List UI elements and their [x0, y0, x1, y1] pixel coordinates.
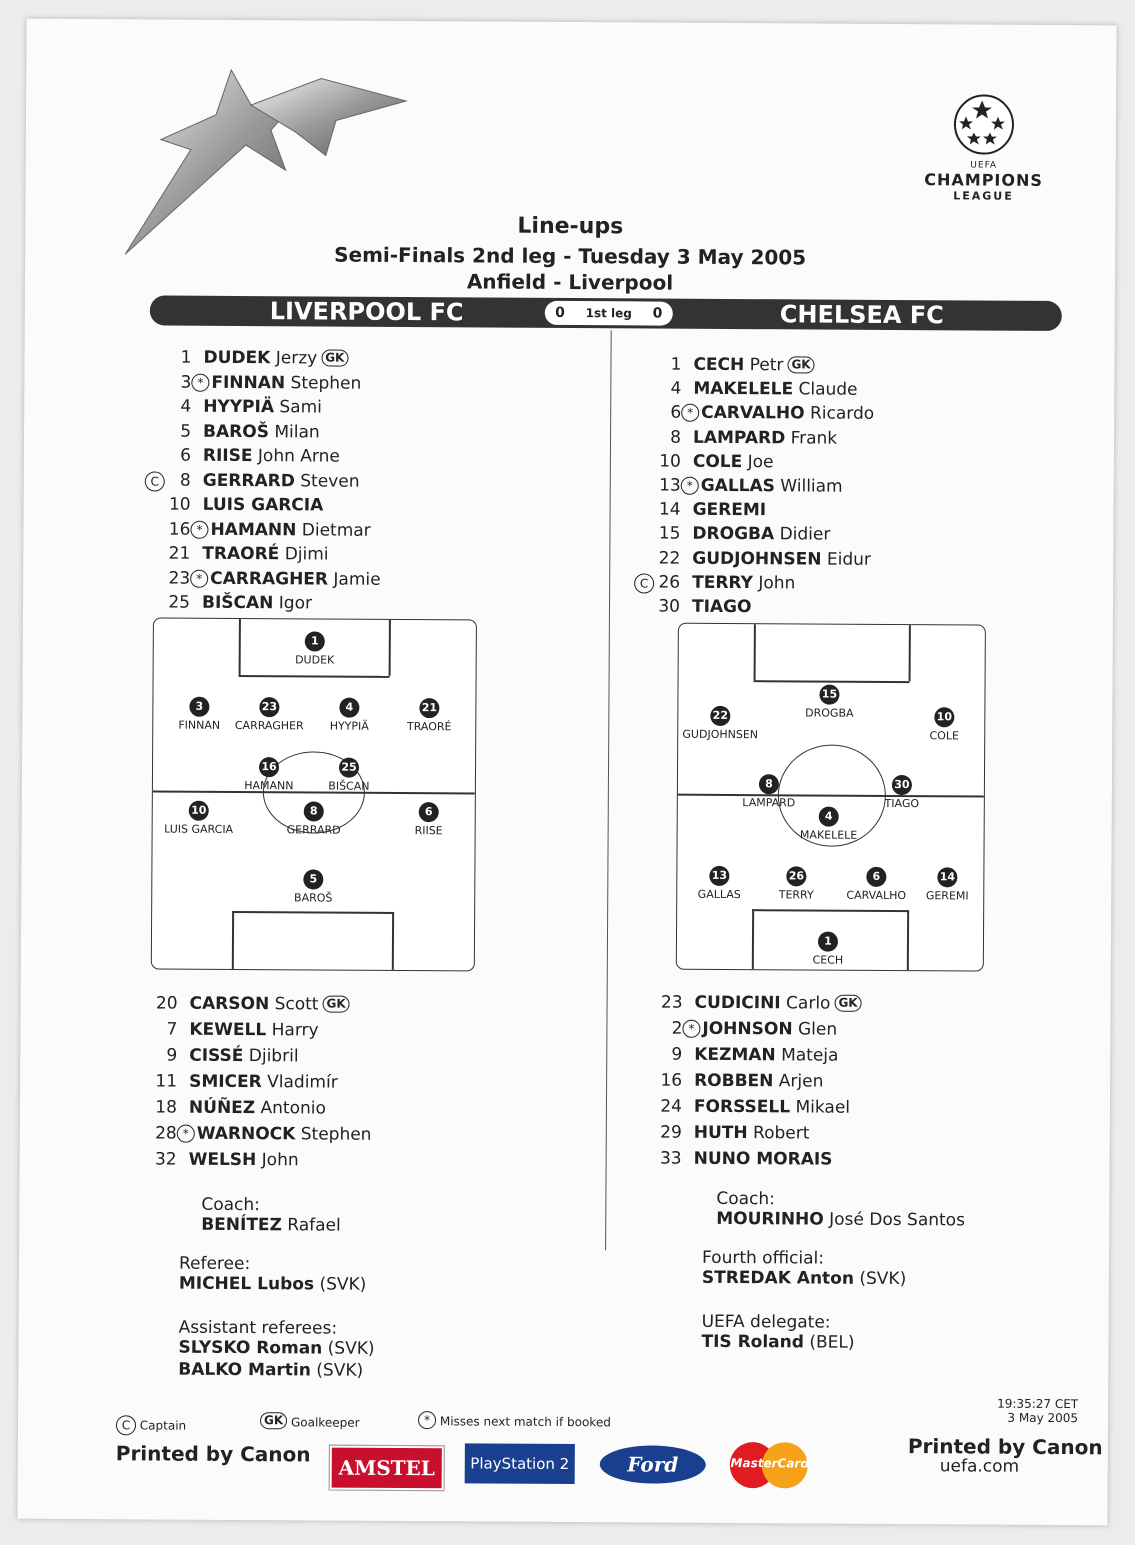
formation-player [894, 707, 986, 743]
player-last-name: ROBBEN [694, 1070, 774, 1092]
player-first-name: Harry [271, 1020, 319, 1041]
player-row [650, 1019, 837, 1040]
player-last-name: LUIS GARCIA [202, 494, 324, 516]
formation-player-name: CECH [812, 953, 844, 967]
formation-player-name: TRAORÉ [406, 720, 452, 734]
home-coach-label: Coach: [201, 1194, 260, 1216]
away-first-leg-score: 0 [652, 305, 663, 322]
player-row [145, 1045, 298, 1066]
formation-player [779, 684, 879, 720]
player-last-name: GEREMI [692, 499, 767, 521]
player-first-name: John [261, 1150, 299, 1171]
player-last-name: HYYPIÄ [203, 396, 275, 418]
player-row [145, 1149, 299, 1170]
formation-player-name: GEREMI [925, 889, 969, 903]
fourth-official [702, 1268, 906, 1289]
shirt-number-icon: 14 [937, 867, 957, 887]
mastercard-logo [730, 1442, 810, 1488]
goalkeeper-icon: GK [322, 996, 349, 1013]
home-formation-pitch [151, 617, 477, 971]
mastercard-text: MasterCard [730, 1456, 810, 1471]
player-row [648, 596, 752, 617]
player-last-name: WARNOCK [196, 1123, 296, 1145]
formation-player-name: GUDJOHNSEN [682, 727, 759, 742]
player-last-name: MAKELELE [693, 378, 794, 400]
shirt-number-icon: 5 [303, 869, 323, 889]
delegate-label: UEFA delegate: [701, 1311, 831, 1333]
referee-country: (SVK) [319, 1274, 367, 1295]
player-first-name: Frank [790, 427, 838, 449]
player-number: 6 [670, 403, 682, 424]
player-number: 26 [658, 572, 681, 593]
player-last-name: FORSSELL [693, 1096, 791, 1118]
formation-player-name: HAMANN [244, 779, 294, 793]
goalkeeper-icon: GK [834, 995, 861, 1012]
legend-captain-label: Captain [139, 1418, 187, 1433]
ucl-league-text: LEAGUE [953, 189, 1014, 203]
booking-star-icon: * [191, 373, 209, 391]
player-number: 2 [671, 1018, 683, 1039]
captain-icon: C [634, 573, 654, 593]
player-number: 30 [658, 596, 681, 617]
player-row [649, 379, 857, 400]
player-number: 22 [658, 548, 681, 569]
legend-captain [116, 1415, 186, 1435]
player-number: 23 [660, 992, 683, 1013]
formation-player-name: GERRARD [286, 823, 341, 837]
player-number: 29 [660, 1122, 682, 1143]
player-row [649, 500, 767, 521]
player-last-name: NUNO MORAIS [693, 1148, 833, 1170]
formation-player-name: CARVALHO [846, 888, 907, 903]
home-coach [201, 1215, 341, 1236]
player-row [159, 397, 322, 418]
player-first-name: Dietmar [301, 519, 371, 541]
player-first-name: Sami [279, 397, 322, 418]
player-row [158, 568, 381, 589]
formation-player [676, 706, 771, 742]
formation-player-name: TERRY [778, 888, 814, 902]
player-first-name: Antonio [260, 1098, 326, 1119]
away-team-name: CHELSEA FC [779, 300, 944, 330]
player-first-name: Eidur [826, 549, 871, 570]
legend-booked-label: Misses next match if booked [439, 1414, 611, 1430]
player-row [159, 446, 340, 467]
player-row [650, 1045, 838, 1066]
player-number: 10 [659, 451, 681, 472]
player-last-name: TIAGO [691, 596, 752, 618]
formation-player [264, 801, 364, 837]
formation-player [263, 869, 363, 905]
player-first-name: Milan [274, 421, 320, 442]
player-row [150, 470, 360, 492]
player-number: 9 [671, 1044, 683, 1065]
shirt-number-icon: 1 [305, 631, 325, 651]
player-last-name: DROGBA [692, 524, 775, 545]
shirt-number-icon: 23 [259, 697, 279, 717]
player-number: 14 [658, 499, 681, 520]
player-first-name: Scott [274, 994, 319, 1015]
shirt-number-icon: 6 [866, 867, 886, 887]
uefa-website: uefa.com [939, 1456, 1020, 1477]
formation-player [379, 802, 477, 838]
player-first-name: Jamie [333, 569, 381, 590]
player-number: 9 [166, 1045, 178, 1066]
booking-star-icon: * [681, 404, 699, 422]
formation-player-name: COLE [929, 729, 959, 743]
player-last-name: BAROŠ [203, 421, 270, 442]
player-last-name: CISSÉ [189, 1045, 244, 1067]
player-first-name: Ricardo [809, 403, 875, 425]
player-first-name: Mateja [781, 1045, 839, 1066]
assistant-referee-2 [178, 1360, 363, 1381]
legend-goalkeeper-label: Goalkeeper [290, 1415, 360, 1430]
first-leg-score [545, 301, 673, 326]
player-row [159, 348, 348, 369]
player-last-name: CECH [693, 354, 745, 376]
home-team-name: LIVERPOOL FC [269, 297, 464, 327]
player-number: 3 [180, 372, 192, 393]
goalkeeper-icon: GK [260, 1412, 287, 1429]
shirt-number-icon: 22 [710, 706, 730, 726]
player-row [649, 403, 874, 424]
assistant1-country: (SVK) [327, 1338, 375, 1359]
player-last-name: TERRY [692, 572, 754, 593]
player-row [649, 451, 774, 472]
player-row [651, 993, 862, 1014]
shirt-number-icon: 13 [709, 866, 729, 886]
player-number: 16 [168, 519, 191, 540]
formation-player-name: MAKELELE [799, 828, 858, 842]
shirt-number-icon: 1 [818, 932, 838, 952]
player-row [145, 1097, 326, 1118]
player-last-name: LAMPARD [692, 427, 786, 448]
player-last-name: RIISE [202, 445, 253, 467]
captain-icon: C [116, 1415, 136, 1435]
home-substitutes-list [144, 993, 545, 1185]
player-last-name: CUDICINI [694, 992, 781, 1014]
formation-player [265, 631, 365, 667]
shirt-number-icon: 8 [759, 774, 779, 794]
player-row [648, 524, 830, 545]
player-last-name: WELSH [188, 1149, 257, 1171]
player-last-name: HAMANN [210, 519, 297, 540]
uefa-delegate [701, 1332, 854, 1353]
player-last-name: GERRARD [202, 470, 295, 491]
formation-player-name: DROGBA [805, 706, 854, 720]
player-first-name: John [758, 572, 796, 594]
printed-by-right: Printed by Canon [907, 1434, 1103, 1460]
match-subtitle: Semi-Finals 2nd leg - Tuesday 3 May 2005 [334, 242, 807, 270]
captain-icon: C [145, 471, 165, 491]
player-last-name: TRAORÉ [202, 543, 280, 565]
player-first-name: Stephen [300, 1124, 372, 1145]
shirt-number-icon: 30 [892, 775, 912, 795]
player-last-name: GUDJOHNSEN [692, 548, 822, 570]
goalkeeper-icon: GK [787, 356, 814, 373]
ucl-uefa-text: UEFA [970, 160, 998, 171]
shirt-number-icon: 15 [819, 685, 839, 705]
home-coach-last: BENÍTEZ [201, 1214, 282, 1236]
booking-star-icon: * [418, 1411, 436, 1429]
formation-player-name: HYYPIÄ [329, 719, 369, 733]
player-first-name: Arjen [778, 1071, 824, 1092]
assistant-referee-1 [178, 1338, 374, 1359]
formation-player [151, 800, 249, 836]
player-row [145, 1071, 338, 1092]
booking-star-icon: * [682, 1020, 700, 1038]
player-first-name: Claude [798, 379, 858, 400]
playstation-logo: PlayStation 2 [465, 1443, 575, 1484]
formation-player [379, 698, 477, 734]
formation-player [719, 774, 819, 810]
ford-logo: Ford [600, 1445, 706, 1484]
player-row [650, 1123, 810, 1144]
player-last-name: CARRAGHER [210, 568, 329, 590]
player-row [145, 1123, 372, 1144]
player-last-name: FINNAN [211, 372, 286, 393]
player-last-name: GALLAS [700, 475, 775, 497]
formation-player [897, 867, 986, 903]
player-last-name: KEZMAN [694, 1044, 776, 1066]
ucl-champions-text: CHAMPIONS [924, 170, 1043, 190]
referee-name: MICHEL Lubos [178, 1273, 315, 1295]
player-number: 1 [670, 354, 682, 375]
player-first-name: Mikael [795, 1097, 851, 1118]
home-starters-list [150, 347, 560, 620]
away-formation-pitch [676, 623, 986, 972]
player-row [146, 993, 350, 1014]
away-coach [716, 1209, 965, 1231]
fourth-official-label: Fourth official: [701, 1247, 825, 1269]
player-row [648, 548, 871, 569]
player-number: 5 [180, 421, 192, 442]
player-last-name: CARSON [189, 993, 270, 1015]
shirt-number-icon: 10 [189, 801, 209, 821]
venue: Anfield - Liverpool [466, 269, 674, 295]
player-row [158, 519, 370, 540]
formation-player [778, 931, 878, 967]
player-row [639, 572, 796, 594]
referee-label: Referee: [178, 1253, 251, 1275]
player-last-name: BIŠCAN [201, 592, 274, 614]
player-row [650, 1071, 823, 1092]
player-last-name: HUTH [693, 1122, 748, 1144]
player-number: 10 [168, 494, 191, 515]
leg-label: 1st leg [585, 306, 632, 321]
player-number: 18 [155, 1097, 178, 1118]
player-row [650, 1097, 850, 1118]
player-number: 25 [168, 592, 191, 613]
home-first-leg-score: 0 [555, 304, 565, 321]
fourth-official-country: (SVK) [859, 1268, 907, 1290]
player-number: 28 [155, 1123, 177, 1144]
player-first-name: Igor [278, 593, 313, 614]
shirt-number-icon: 26 [786, 866, 806, 886]
player-row [159, 495, 324, 516]
player-number: 1 [180, 347, 192, 368]
formation-player-name: GALLAS [697, 887, 741, 902]
formation-player-name: CARRAGHER [234, 718, 304, 733]
player-row [145, 1019, 318, 1040]
starball-icon [954, 94, 1014, 154]
player-last-name: KEWELL [189, 1019, 267, 1041]
player-number: 4 [670, 378, 682, 399]
player-number: 11 [155, 1071, 178, 1092]
player-first-name: Djimi [284, 544, 329, 565]
assistant2-country: (SVK) [316, 1360, 364, 1381]
away-coach-first: José Dos Santos [829, 1209, 966, 1231]
player-row [650, 1149, 833, 1170]
shirt-number-icon: 16 [259, 757, 279, 777]
shirt-number-icon: 4 [819, 807, 839, 827]
away-coach-last: MOURINHO [716, 1208, 824, 1230]
print-date: 3 May 2005 [1007, 1410, 1079, 1426]
line-up-sheet [17, 19, 1116, 1526]
shirt-number-icon: 8 [304, 801, 324, 821]
assistants-label: Assistant referees: [178, 1317, 338, 1339]
amstel-logo: AMSTEL [330, 1446, 444, 1491]
player-first-name: Jerzy [275, 348, 318, 369]
player-first-name: Didier [779, 524, 831, 545]
formation-player-name: DUDEK [295, 653, 335, 667]
formation-player [299, 757, 399, 793]
player-number: 24 [660, 1096, 683, 1117]
delegate-name: TIS Roland [701, 1331, 805, 1353]
formation-player [852, 775, 952, 811]
player-number: 20 [155, 993, 178, 1014]
booking-star-icon: * [681, 477, 699, 495]
printed-by-left: Printed by Canon [115, 1441, 311, 1467]
player-row [159, 372, 361, 393]
player-last-name: CARVALHO [701, 403, 805, 424]
player-first-name: Glen [797, 1019, 838, 1040]
player-number: 33 [659, 1148, 682, 1169]
formation-player-name: LAMPARD [742, 796, 796, 810]
assistant2-name: BALKO Martin [178, 1359, 311, 1381]
fourth-official-name: STREDAK Anton [701, 1267, 855, 1289]
player-number: 8 [179, 470, 191, 491]
player-number: 6 [180, 445, 191, 466]
player-first-name: Steven [300, 470, 360, 492]
player-first-name: Djibril [248, 1046, 299, 1067]
player-last-name: DUDEK [203, 347, 271, 369]
player-row [158, 592, 312, 613]
column-divider [605, 330, 612, 1250]
player-number: 16 [660, 1070, 683, 1091]
player-number: 32 [154, 1149, 177, 1170]
player-row [649, 354, 814, 375]
player-first-name: Carlo [786, 993, 831, 1014]
player-last-name: COLE [692, 451, 743, 472]
player-first-name: Robert [753, 1123, 810, 1144]
player-number: 13 [659, 475, 681, 496]
booking-star-icon: * [177, 1125, 195, 1143]
goalkeeper-icon: GK [321, 349, 348, 366]
player-last-name: SMICER [189, 1071, 262, 1093]
player-first-name: Petr [749, 355, 784, 376]
assistant1-name: SLYSKO Roman [178, 1337, 323, 1359]
player-first-name: Joe [747, 451, 774, 473]
shirt-number-icon: 25 [339, 758, 359, 778]
formation-player-name: BAROŠ [293, 891, 333, 905]
player-row [649, 475, 843, 496]
player-row [649, 427, 837, 448]
away-substitutes-list [649, 993, 1050, 1185]
delegate-country: (BEL) [809, 1332, 855, 1353]
player-last-name: JOHNSON [702, 1018, 793, 1040]
shirt-number-icon: 21 [419, 698, 439, 718]
formation-player-name: BIŠCAN [328, 779, 370, 793]
shirt-number-icon: 6 [419, 802, 439, 822]
print-timestamp [978, 1397, 1078, 1426]
home-coach-first: Rafael [287, 1215, 341, 1236]
player-number: 23 [168, 568, 191, 589]
legend-booked [416, 1411, 611, 1430]
player-row [158, 543, 328, 564]
booking-star-icon: * [190, 520, 208, 538]
player-last-name: NÚÑEZ [188, 1097, 256, 1119]
booking-star-icon: * [190, 569, 208, 587]
formation-player-name: LUIS GARCIA [164, 822, 234, 836]
print-time: 19:35:27 CET [997, 1396, 1079, 1412]
player-row [159, 421, 320, 442]
player-first-name: William [780, 476, 843, 497]
shirt-number-icon: 4 [339, 698, 359, 718]
legend-goalkeeper [256, 1412, 360, 1430]
shirt-number-icon: 10 [934, 707, 954, 727]
player-number: 8 [670, 427, 682, 448]
formation-player-name: FINNAN [178, 718, 221, 732]
shirt-number-icon: 3 [189, 697, 209, 717]
champions-league-logo [913, 94, 1054, 203]
teams-bar [150, 295, 1062, 331]
referee [179, 1274, 367, 1295]
formation-player-name: TIAGO [884, 796, 920, 811]
formation-player-name: RIISE [414, 824, 443, 838]
player-number: 4 [180, 396, 192, 417]
player-number: 21 [168, 543, 191, 564]
player-first-name: Stephen [290, 372, 362, 394]
player-first-name: Vladimír [267, 1072, 338, 1093]
away-starters-list [639, 354, 1050, 626]
away-coach-label: Coach: [716, 1188, 776, 1210]
formation-player [779, 806, 879, 842]
player-number: 7 [166, 1019, 178, 1040]
page-title: Line-ups [517, 213, 624, 240]
player-number: 15 [658, 523, 681, 545]
player-first-name: John Arne [257, 446, 340, 467]
